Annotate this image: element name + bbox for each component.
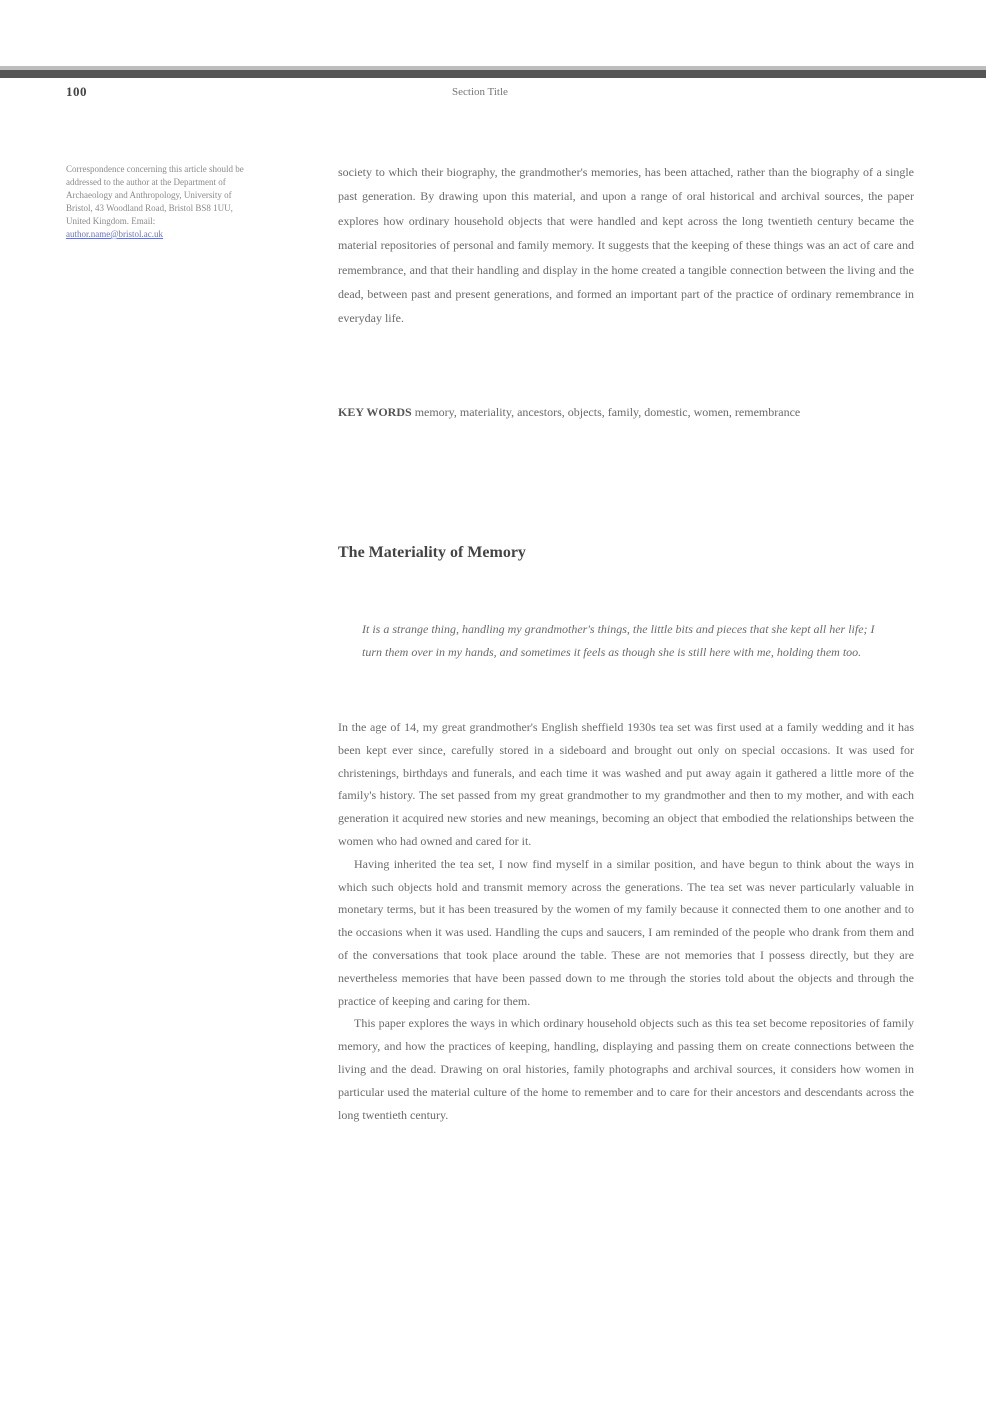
keywords-label: KEY WORDS — [338, 405, 412, 419]
correspondence-note — [66, 163, 246, 241]
correspondence-email[interactable]: author.name@bristol.ac.uk — [66, 229, 164, 239]
correspondence-text: Correspondence concerning this article should be addressed to the author at the Department of Archaeology and Anthropology, University of Bristol, 43 Woodland Road, Bristol BS8 1UU, United Kingdom. Email: — [66, 164, 244, 226]
epigraph: It is a strange thing, handling my grandmother's things, the little bits and pieces that she kept all her life; I turn them over in my hands, and sometimes it feels as though she is still here with me, holding them too. — [362, 622, 875, 659]
keywords-list: memory, materiality, ancestors, objects, family, domestic, women, remembrance — [414, 405, 801, 419]
body-paragraph: In the age of 14, my great grandmother's English sheffield 1930s tea set was first used at a family wedding and it has been kept ever since, carefully stored in a sideboard and brought out only on special occasions. It was used for christenings, birthdays and funerals, and each time it was washed and put away again it gathered a little more of the family's history. The set passed from my great grandmother to my grandmother and then to my mother, and with each generation it acquired new stories and new meanings, becoming an object that embodied the relationships between the women who had owned and cared for it. — [338, 720, 914, 848]
body-text — [338, 716, 914, 1126]
body-paragraph: Having inherited the tea set, I now find myself in a similar position, and have begun to think about the ways in which such objects hold and transmit memory across the generations. The tea set was never particularly valuable in monetary terms, but it has been treasured by the women of my family because it connected them to one another and to the occasions when it was used. Handling the cups and saucers, I am reminded of the people who drank from them and of the conversations that took place around the table. These are not memories that I possess directly, but they are nevertheless memories that have been passed down to me through the stories told about the objects and through the practice of keeping and caring for them. — [338, 856, 914, 1008]
page-number: 100 — [66, 84, 87, 99]
abstract-text: society to which their biography, the grandmother's memories, has been attached, rather than the biography of a single past generation. By drawing upon this material, and upon a range of oral historical and archival sources, the paper explores how ordinary household objects that were handled and kept across the long twentieth century became the material repositories of personal and family memory. It suggests that the keeping of these things was an act of care and remembrance, and that their handling and display in the home created a tangible connection between the living and the dead, between past and present generations, and formed an important part of the practice of ordinary remembrance in everyday life. — [338, 165, 914, 326]
body-paragraph: This paper explores the ways in which ordinary household objects such as this tea set become repositories of family memory, and how the practices of keeping, handling, displaying and passing them on create connections between the living and the dead. Drawing on oral histories, family photographs and archival sources, it considers how women in particular used the material culture of the home to remember and to care for their ancestors and descendants across the long twentieth century. — [338, 1016, 914, 1122]
keywords — [338, 400, 914, 424]
running-head: Section Title — [452, 86, 508, 98]
section-heading: The Materiality of Memory — [338, 544, 526, 561]
header-band — [0, 66, 986, 78]
